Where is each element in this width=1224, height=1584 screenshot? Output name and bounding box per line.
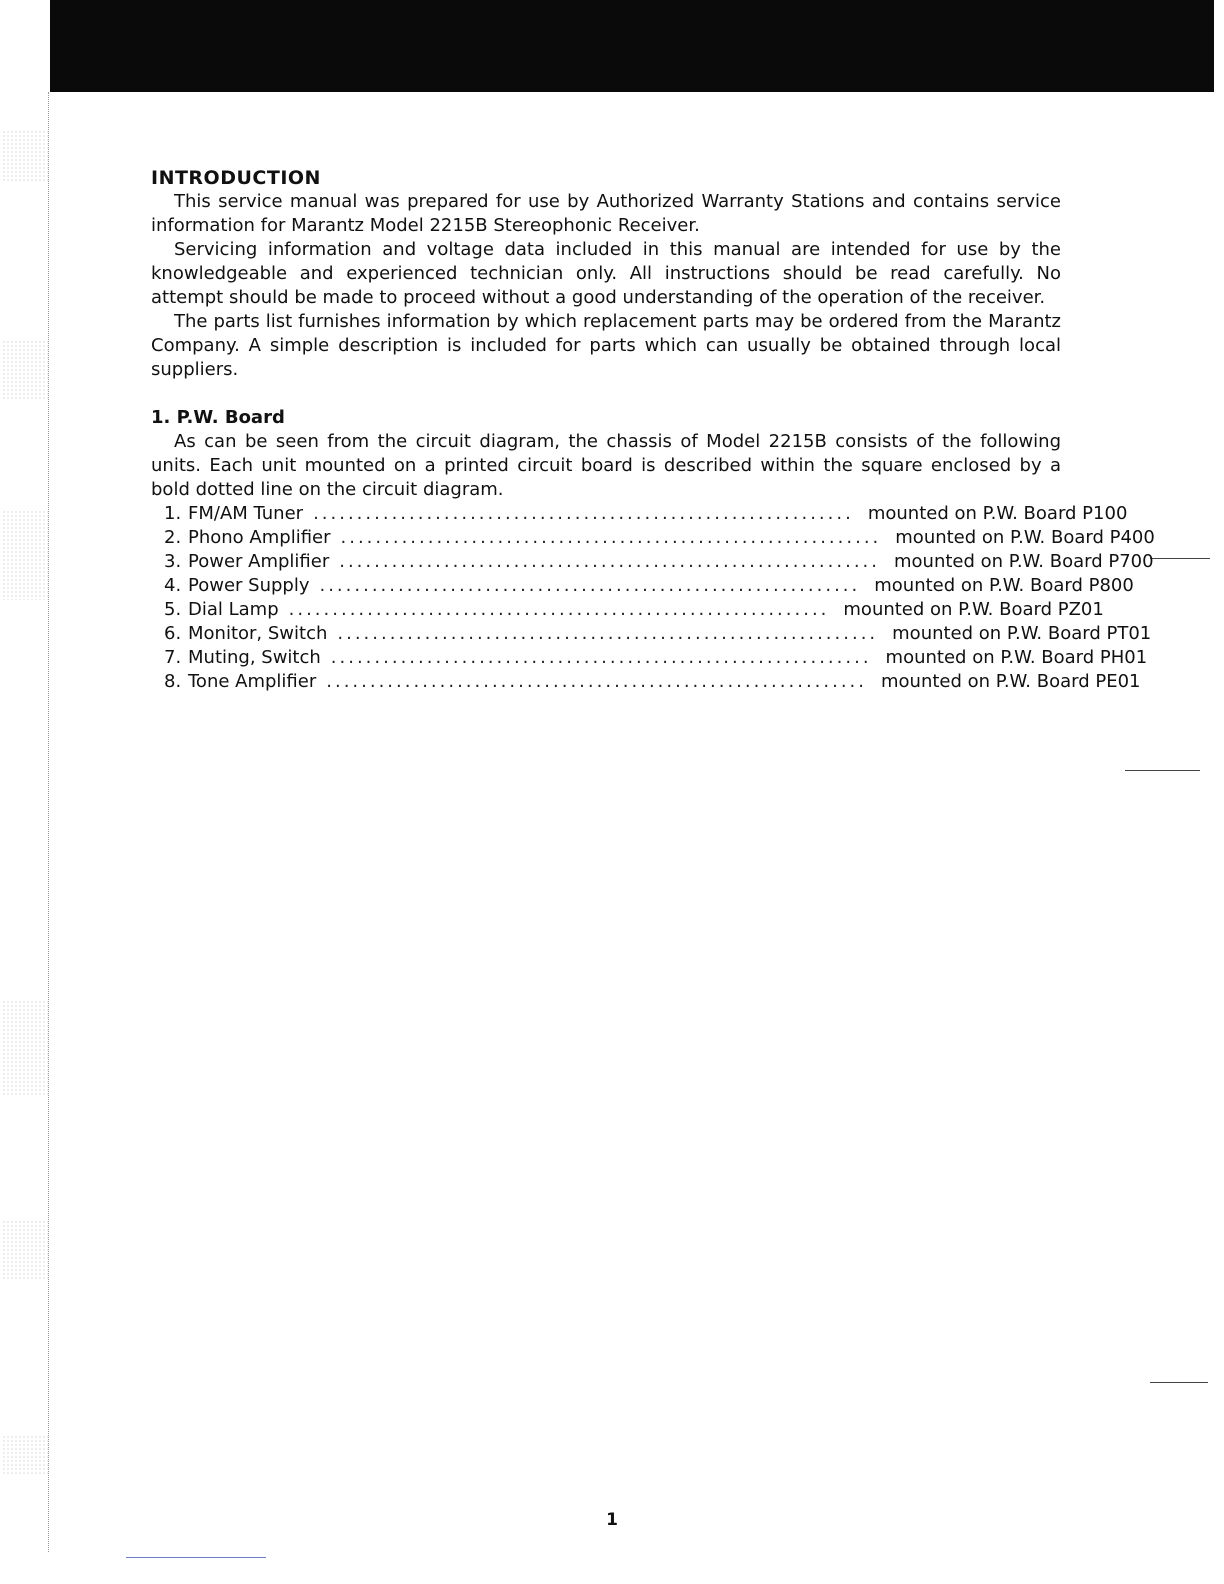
punch-hole-shadow	[2, 1000, 50, 1095]
binding-edge	[48, 92, 51, 1552]
unit-number: 3.	[164, 551, 182, 572]
unit-location: mounted on P.W. Board P100	[867, 503, 1128, 524]
list-item	[151, 598, 1104, 622]
unit-location: mounted on P.W. Board PE01	[881, 671, 1141, 692]
list-item	[151, 622, 1152, 646]
dot-leader: ..............................................................	[313, 503, 854, 524]
dot-leader: ..............................................................	[339, 551, 880, 572]
list-item	[151, 550, 1154, 574]
unit-name: Muting, Switch	[188, 647, 321, 668]
section-spacer	[151, 382, 1061, 406]
dot-leader: ..............................................................	[340, 527, 882, 548]
unit-location: mounted on P.W. Board P800	[874, 575, 1134, 596]
punch-hole-shadow	[2, 510, 50, 600]
dot-leader: ..............................................................	[319, 575, 861, 596]
dot-leader: ..............................................................	[288, 599, 830, 620]
intro-paragraph: This service manual was prepared for use by Authorized Warranty Stations and contains service information for Marantz Model 2215B Stereophonic Receiver.	[151, 191, 1061, 236]
punch-hole-shadow	[2, 340, 50, 400]
dot-leader: ..............................................................	[330, 647, 872, 668]
intro-paragraph: The parts list furnishes information by which replacement parts may be ordered from the Marantz Company. A simple description is included for parts which can usually be obtained through local suppliers.	[151, 311, 1061, 380]
unit-name: Tone Amplifier	[188, 671, 317, 692]
scanned-header-bar	[50, 0, 1214, 92]
unit-list	[151, 502, 1155, 694]
pw-board-heading: 1. P.W. Board	[151, 407, 285, 428]
unit-location: mounted on P.W. Board P400	[895, 527, 1155, 548]
unit-number: 7.	[164, 647, 182, 668]
list-item	[151, 526, 1155, 550]
unit-location: mounted on P.W. Board P700	[893, 551, 1154, 572]
list-item	[151, 502, 1128, 526]
introduction-heading: INTRODUCTION	[151, 167, 321, 189]
punch-hole-shadow	[2, 130, 50, 182]
intro-paragraph: Servicing information and voltage data included in this manual are intended for use by the knowledgeable and experienced technician only. All instructions should be read carefully. No attempt should be made to proceed without a good understanding of the operation of the receiver.	[151, 239, 1061, 308]
punch-hole-shadow	[2, 1220, 50, 1280]
unit-name: Monitor, Switch	[188, 623, 328, 644]
dot-leader: ..............................................................	[326, 671, 867, 692]
unit-number: 6.	[164, 623, 182, 644]
pw-board-paragraph: As can be seen from the circuit diagram, the chassis of Model 2215B consists of the following units. Each unit mounted on a printed circuit board is described within the square enclosed by a bold dotted line on the circuit diagram.	[151, 431, 1061, 500]
document-body	[151, 166, 1155, 694]
unit-location: mounted on P.W. Board PZ01	[843, 599, 1104, 620]
unit-name: Phono Amplifier	[188, 527, 331, 548]
page-number: 1	[606, 1510, 618, 1530]
unit-name: FM/AM Tuner	[188, 503, 304, 524]
unit-name: Power Amplifier	[188, 551, 330, 572]
unit-name: Dial Lamp	[188, 599, 279, 620]
list-item	[151, 646, 1148, 670]
unit-location: mounted on P.W. Board PH01	[885, 647, 1148, 668]
scan-artifact	[1150, 1382, 1208, 1383]
unit-location: mounted on P.W. Board PT01	[892, 623, 1152, 644]
unit-number: 2.	[164, 527, 182, 548]
list-item	[151, 574, 1134, 598]
scan-artifact	[1125, 770, 1200, 771]
punch-hole-shadow	[2, 1435, 50, 1475]
introduction-section	[151, 166, 1061, 382]
unit-number: 8.	[164, 671, 182, 692]
list-item	[151, 670, 1141, 694]
dot-leader: ..............................................................	[337, 623, 879, 644]
scan-artifact	[1150, 558, 1210, 559]
unit-number: 5.	[164, 599, 182, 620]
unit-name: Power Supply	[188, 575, 310, 596]
footer-rule	[126, 1557, 266, 1558]
unit-number: 1.	[164, 503, 182, 524]
unit-number: 4.	[164, 575, 182, 596]
pw-board-section	[151, 406, 1155, 694]
